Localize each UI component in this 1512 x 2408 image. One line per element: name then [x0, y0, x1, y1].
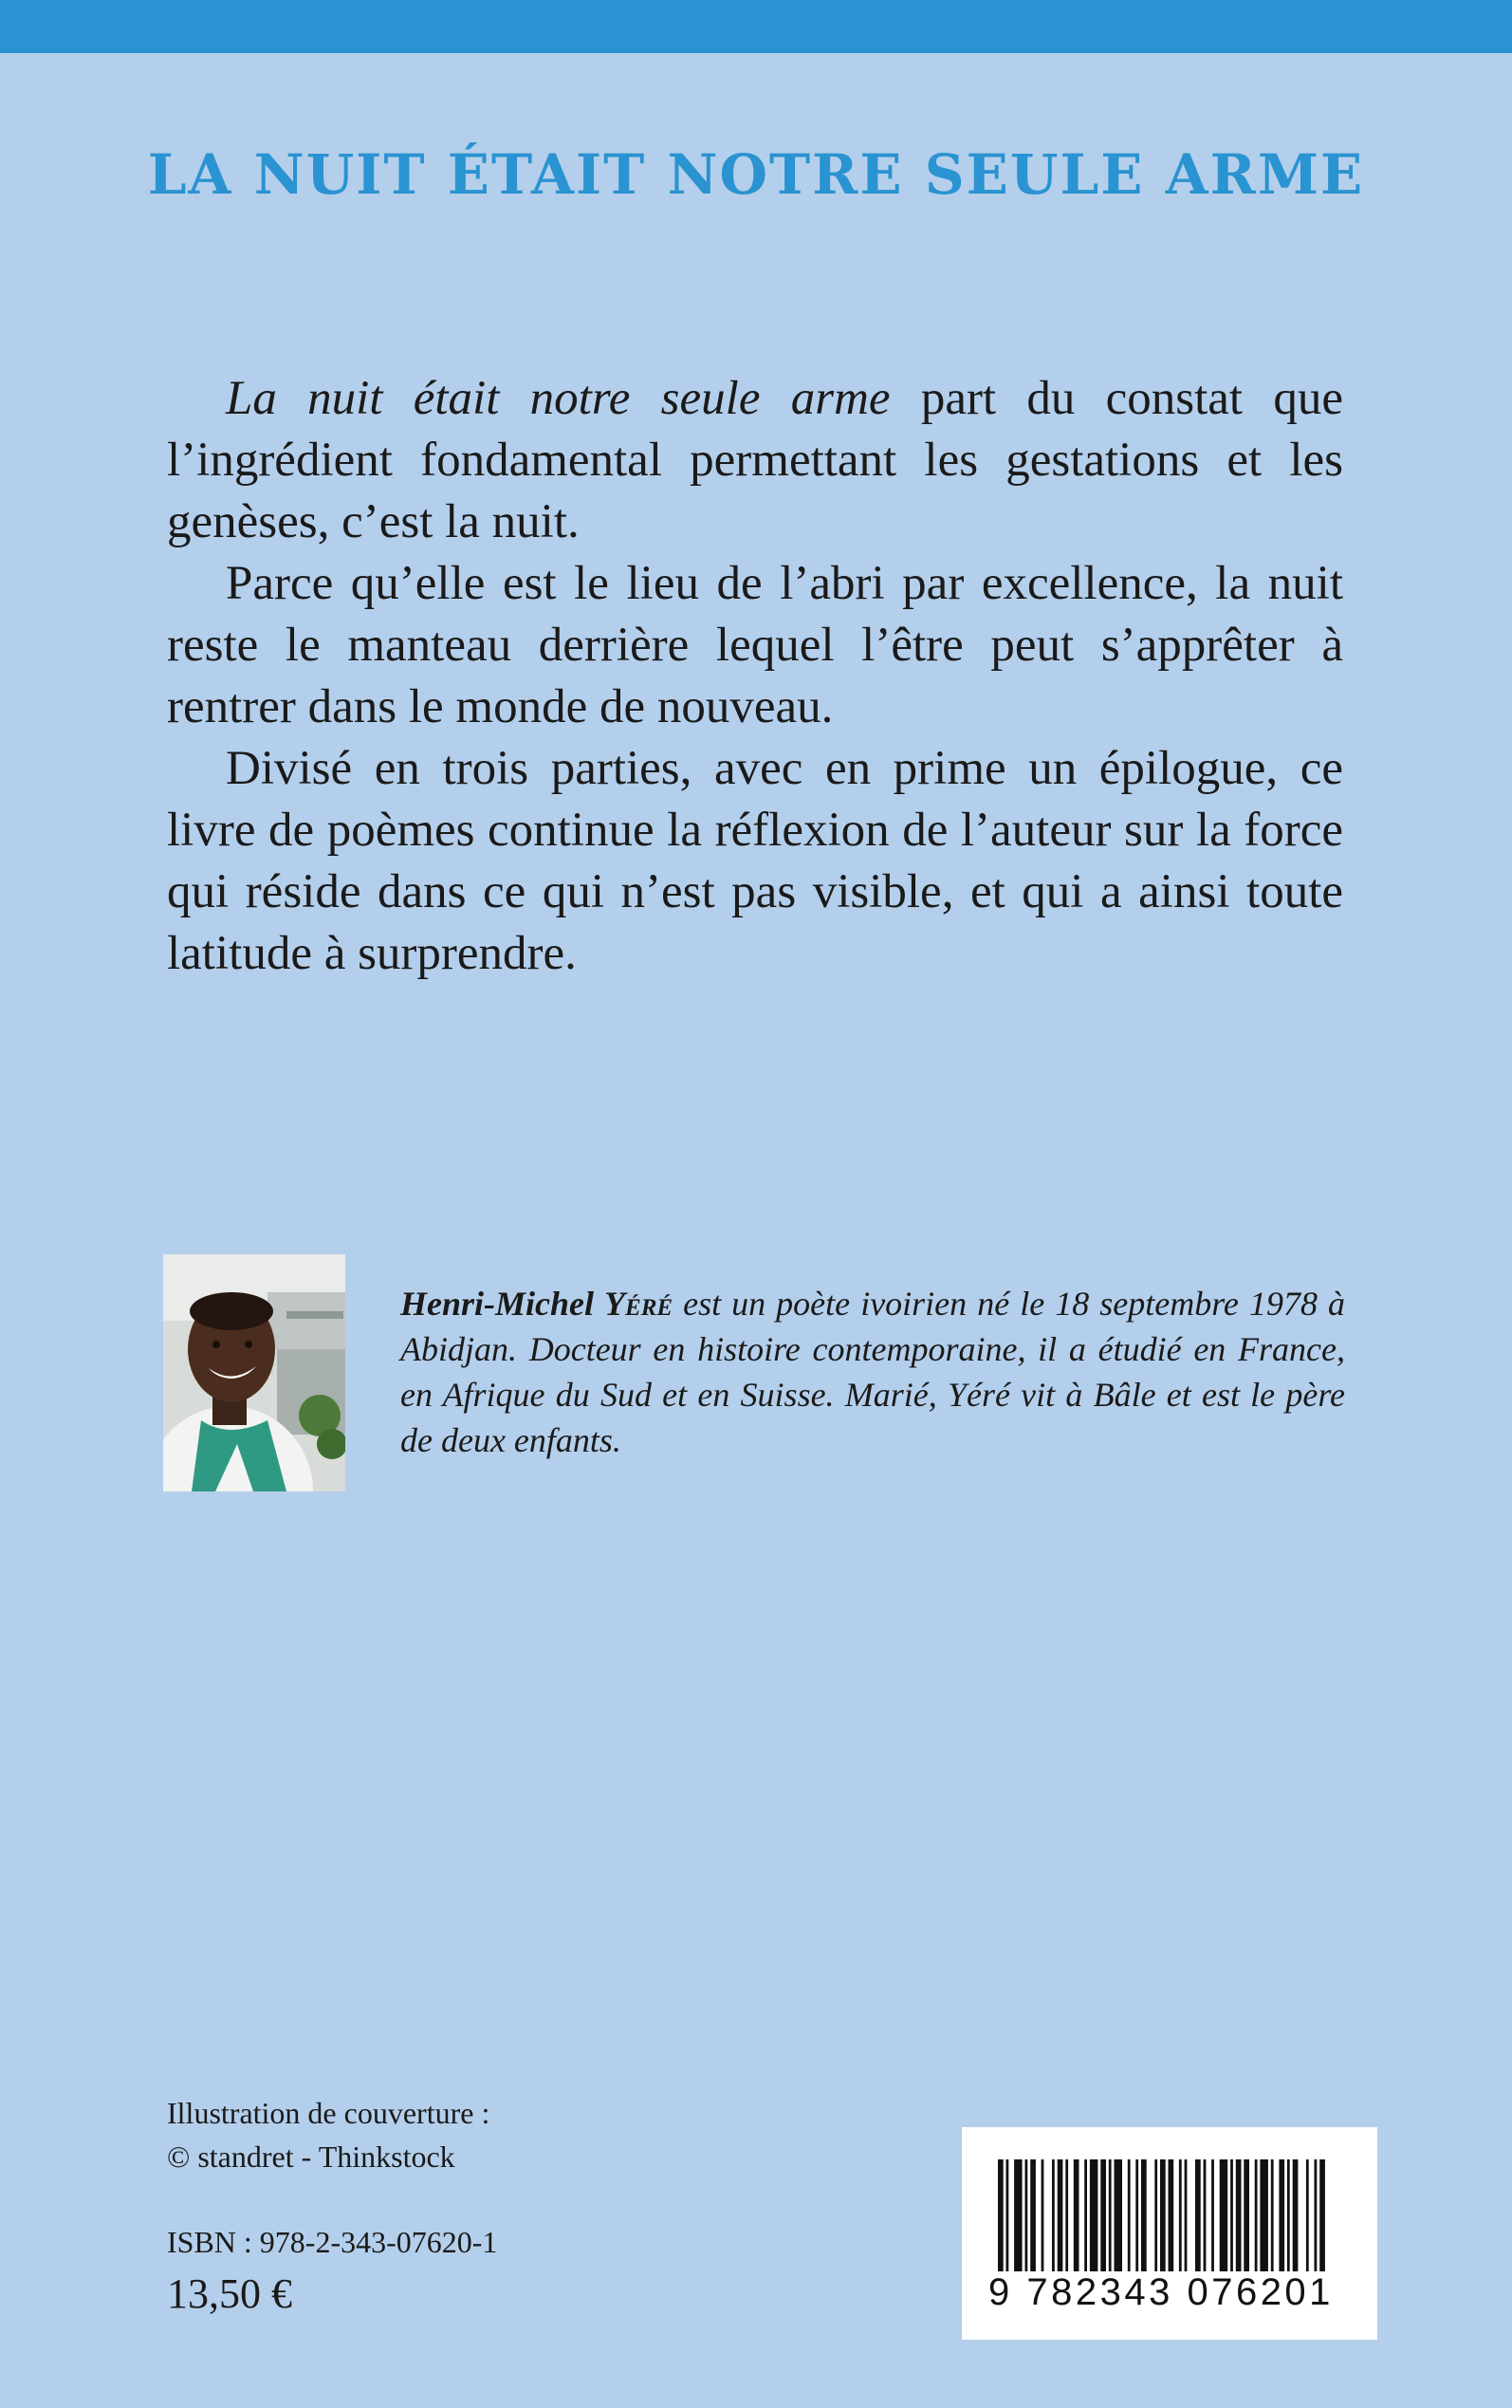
blurb-paragraph-1 — [167, 368, 1343, 553]
author-bio-text: est un poète ivoirien né le 18 septembre 1978 à Abidjan. Docteur en histoire contemporaine, il a étudié en France, en Afrique du Sud et en Suisse. Marié, Yéré vit à Bâle et est le père de deux enfants. — [400, 1285, 1346, 1459]
barcode-bar — [1315, 2159, 1318, 2271]
barcode-bars — [988, 2159, 1351, 2271]
barcode-bar — [1185, 2159, 1188, 2271]
barcode-bar — [1169, 2159, 1174, 2271]
barcode-bar — [1244, 2159, 1249, 2271]
barcode-bar — [1230, 2159, 1233, 2271]
author-bio — [400, 1281, 1345, 1463]
barcode — [962, 2127, 1377, 2340]
blurb-paragraph-2: Parce qu’elle est le lieu de l’abri par excellence, la nuit reste le manteau derrière lequel l’être peut s’apprêter à rentrer dans le monde de nouveau. — [167, 557, 1343, 733]
barcode-bar — [1220, 2159, 1228, 2271]
barcode-bar — [1260, 2159, 1268, 2271]
author-first-name: Henri-Michel — [400, 1285, 594, 1323]
barcode-bar — [1255, 2159, 1258, 2271]
barcode-bar — [1195, 2159, 1201, 2271]
author-portrait-image — [163, 1254, 345, 1491]
barcode-bar — [1306, 2159, 1309, 2271]
barcode-bar — [1052, 2159, 1055, 2271]
blurb-paragraph-3: Divisé en trois parties, avec en prime un épilogue, ce livre de poèmes continue la réflexion de l’auteur sur la force qui réside dans ce qui n’est pas visible, et qui a ainsi toute latitude à surprendre. — [167, 742, 1343, 980]
barcode-bar — [1042, 2159, 1044, 2271]
illustration-credit-source: © standret - Thinkstock — [167, 2139, 455, 2174]
barcode-bar — [1287, 2159, 1290, 2271]
barcode-bar — [1135, 2159, 1138, 2271]
barcode-bar — [1065, 2159, 1068, 2271]
author-photo — [163, 1254, 345, 1491]
barcode-bar — [1293, 2159, 1299, 2271]
top-color-band — [0, 0, 1512, 53]
book-title: LA NUIT ÉTAIT NOTRE SEULE ARME — [147, 142, 1365, 207]
barcode-bar — [1109, 2159, 1112, 2271]
barcode-bar — [1204, 2159, 1207, 2271]
author-last-name: Yéré — [604, 1285, 673, 1323]
barcode-bar — [1030, 2159, 1036, 2271]
barcode-bar — [1074, 2159, 1079, 2271]
illustration-credit-label: Illustration de couverture : — [167, 2096, 490, 2130]
barcode-bar — [1179, 2159, 1182, 2271]
illustration-credit — [167, 2091, 489, 2178]
barcode-bar — [1100, 2159, 1106, 2271]
barcode-bar — [1279, 2159, 1284, 2271]
barcode-bar — [1084, 2159, 1087, 2271]
barcode-bar — [1006, 2159, 1009, 2271]
barcode-bar — [1236, 2159, 1242, 2271]
barcode-bar — [1014, 2159, 1023, 2271]
blurb-paragraph-1-text: part du constat que l’ingrédient fondamental permettant les gestations et les genèses, c’est la nuit. — [167, 372, 1343, 548]
barcode-bar — [1160, 2159, 1166, 2271]
barcode-digits: 9 782343 076201 — [988, 2271, 1334, 2313]
barcode-bar — [1319, 2159, 1325, 2271]
barcode-bar — [1058, 2159, 1063, 2271]
barcode-bar — [1090, 2159, 1098, 2271]
barcode-bar — [1211, 2159, 1214, 2271]
barcode-bar — [998, 2159, 1004, 2271]
price-text: 13,50 € — [167, 2270, 292, 2317]
barcode-bar — [1154, 2159, 1157, 2271]
barcode-bar — [1115, 2159, 1123, 2271]
barcode-bar — [1141, 2159, 1147, 2271]
barcode-bar — [1128, 2159, 1131, 2271]
back-cover-blurb — [167, 368, 1343, 985]
barcode-bar — [1271, 2159, 1274, 2271]
blurb-title-italic: La nuit était notre seule arme — [226, 372, 891, 425]
barcode-bar — [1025, 2159, 1028, 2271]
isbn-text: ISBN : 978-2-343-07620-1 — [167, 2225, 498, 2259]
